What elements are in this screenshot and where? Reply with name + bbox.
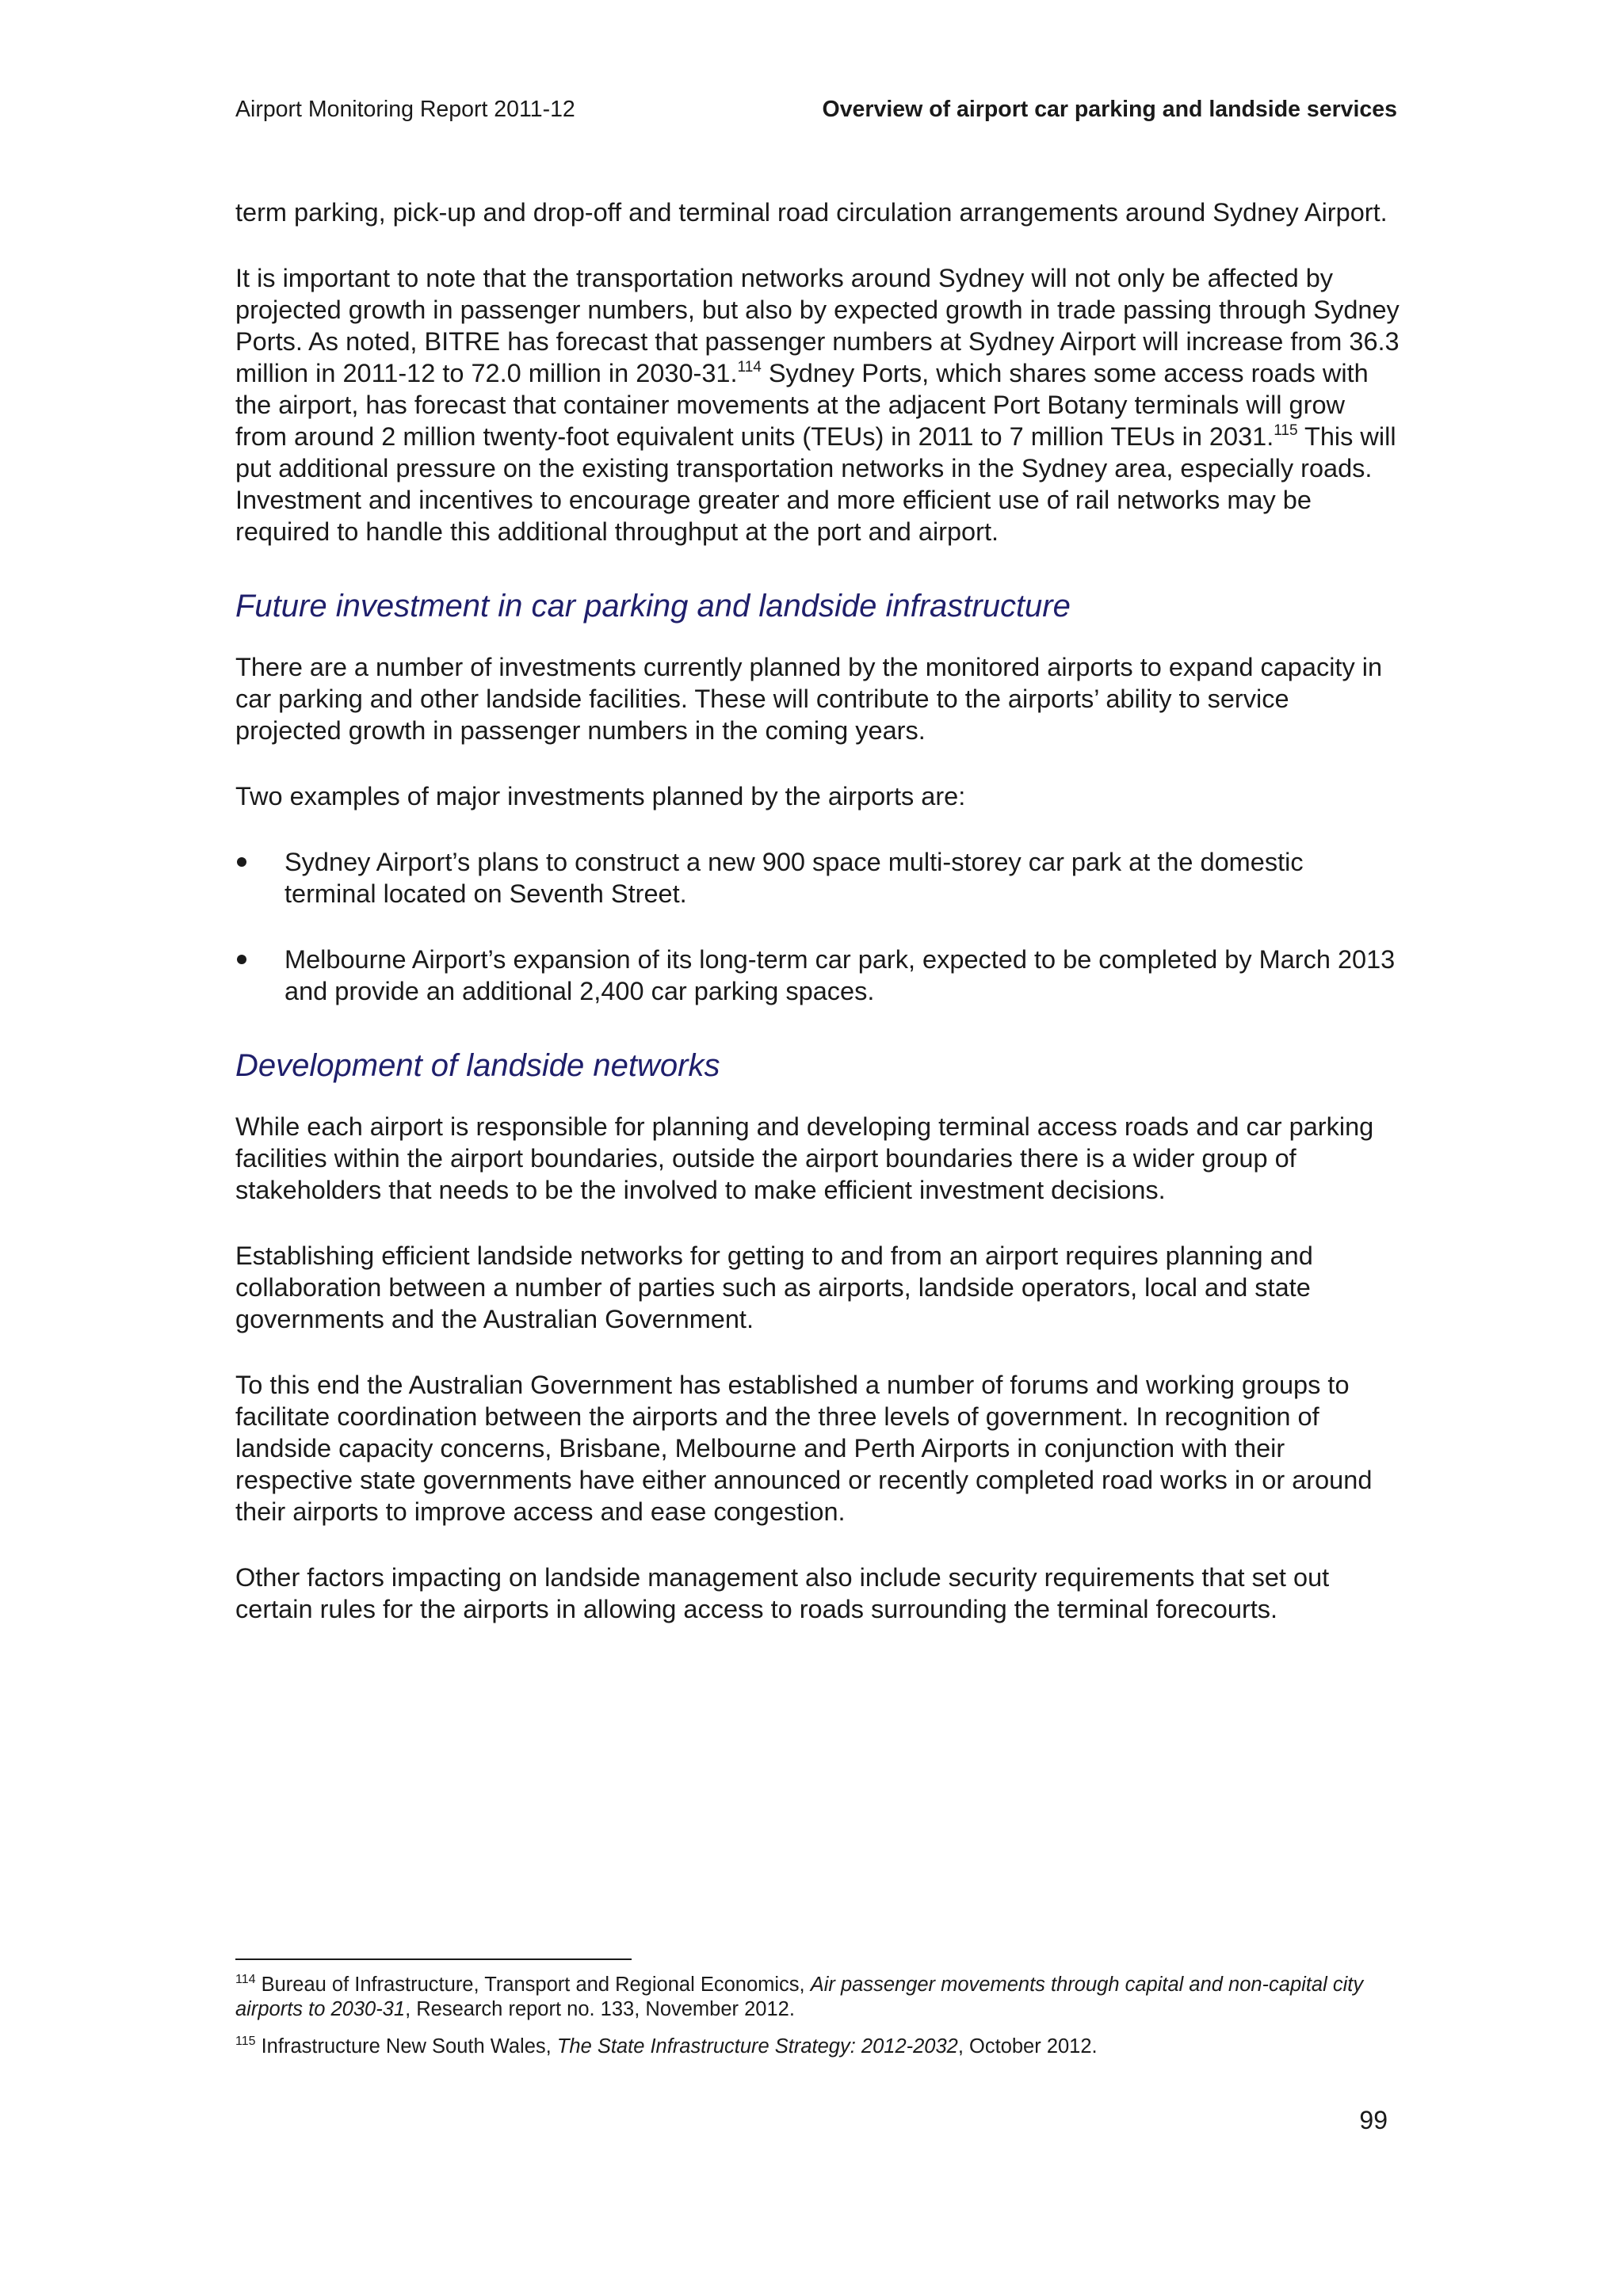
paragraph-transport-networks bbox=[235, 262, 1400, 547]
investment-list bbox=[235, 846, 1400, 1007]
footnotes bbox=[235, 1973, 1392, 2072]
paragraph-text: It is important to note that the transportation networks around Sydney will not only be affected by projected growth in passenger numbers, but also by expected growth in trade passing through Sydney Ports. As noted, BITRE has forecast that passenger numbers at Sydney Airport will increase from 36.3 million in 2011-12 to 72.0 million in 2030-31. bbox=[235, 264, 1400, 387]
section-heading-future-investment: Future investment in car parking and landside infrastructure bbox=[235, 589, 1071, 624]
list-item-text: Melbourne Airport’s expansion of its long-term car park, expected to be completed by March 2013 and provide an additional 2,400 car parking spaces. bbox=[285, 945, 1396, 1005]
running-header bbox=[235, 97, 1397, 123]
footnote-text: Bureau of Infrastructure, Transport and Regional Economics, bbox=[255, 1974, 811, 1996]
bullet-icon bbox=[237, 955, 246, 964]
list-item bbox=[235, 944, 1400, 1007]
paragraph-collaboration: Establishing efficient landside networks for getting to and from an airport requires planning and collaboration between a number of parties such as airports, landside operators, local and state governments and the Australian Government. bbox=[235, 1241, 1313, 1333]
footnote-ref-115[interactable]: 115 bbox=[1274, 422, 1298, 439]
footnote-text: , October 2012. bbox=[957, 2035, 1098, 2058]
paragraph-text: This will put additional pressure on the existing transportation networks in the Sydney area, especially roads. Investment and incentives to encourage greater and more efficient use of rail networks may be required to handle this additional throughput at the port and airport. bbox=[235, 422, 1396, 546]
section-title: Overview of airport car parking and landside services bbox=[822, 97, 1397, 122]
bullet-icon bbox=[237, 857, 246, 867]
footnote-number: 114 bbox=[235, 1973, 256, 1986]
paragraph-security: Other factors impacting on landside management also include security requirements that set out certain rules for the airports in allowing access to roads surrounding the terminal forecourts. bbox=[235, 1563, 1330, 1623]
paragraph-stakeholders: While each airport is responsible for planning and developing terminal access roads and car parking facilities within the airport boundaries, outside the airport boundaries there is a wider group of stakeholders that needs to be the involved to make efficient investment decisions. bbox=[235, 1112, 1374, 1204]
footnote-title: Air passenger movements through capital and non-capital city airports to 2030-31 bbox=[235, 1974, 1364, 2020]
paragraph-forums: To this end the Australian Government has established a number of forums and working groups to facilitate coordination between the airports and the three levels of government. In recognition of landside capacity concerns, Brisbane, Melbourne and Perth Airports in conjunction with their respective state governments have either announced or recently completed road works in or around their airports to improve access and ease congestion. bbox=[235, 1371, 1373, 1526]
main-content bbox=[235, 196, 1400, 1659]
paragraph-planned-investments: There are a number of investments currently planned by the monitored airports to expand capacity in car parking and other landside facilities. These will contribute to the airports’ ability to service projected growth in passenger numbers in the coming years. bbox=[235, 653, 1383, 745]
list-item-text: Sydney Airport’s plans to construct a new 900 space multi-storey car park at the domestic terminal located on Seventh Street. bbox=[285, 848, 1304, 908]
footnote-114 bbox=[235, 1973, 1392, 2022]
footnote-ref-114[interactable]: 114 bbox=[737, 359, 762, 376]
paragraph-continued: term parking, pick-up and drop-off and terminal road circulation arrangements around Sydney Airport. bbox=[235, 198, 1388, 227]
footnote-number: 115 bbox=[235, 2035, 256, 2048]
footnote-text: Infrastructure New South Wales, bbox=[255, 2035, 557, 2058]
footnote-title: The State Infrastructure Strategy: 2012-2032 bbox=[556, 2035, 958, 2058]
section-heading-landside-networks: Development of landside networks bbox=[235, 1048, 720, 1083]
page-number: 99 bbox=[1359, 2106, 1388, 2134]
paragraph-text: Sydney Ports, which shares some access roads with the airport, has forecast that container movements at the adjacent Port Botany terminals will grow from around 2 million twenty-foot equivalent units (TEUs) in 2011 to 7 million TEUs in 2031. bbox=[235, 359, 1369, 451]
footnote-text: , Research report no. 133, November 2012. bbox=[405, 1998, 795, 2020]
footnote-115 bbox=[235, 2035, 1392, 2059]
paragraph-examples-intro: Two examples of major investments planned by the airports are: bbox=[235, 782, 966, 810]
list-item bbox=[235, 846, 1400, 910]
footnote-separator bbox=[235, 1958, 632, 1960]
report-title: Airport Monitoring Report 2011-12 bbox=[235, 97, 575, 122]
